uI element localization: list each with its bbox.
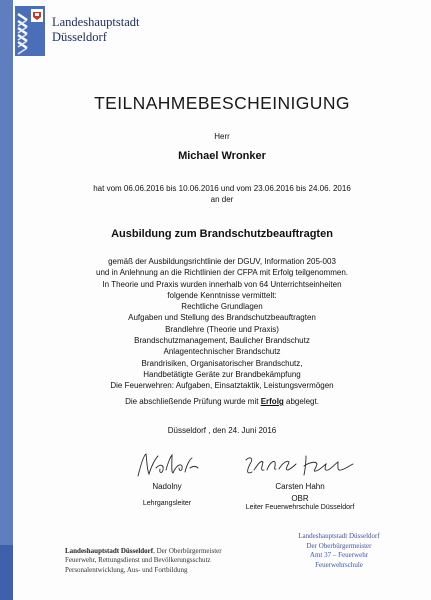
footer-line-1 xyxy=(65,547,222,556)
body-line: Anlagentechnischer Brandschutz xyxy=(163,347,281,357)
body-line: Aufgaben und Stellung des Brandschutzbeauftragten xyxy=(128,313,316,323)
official-stamp xyxy=(283,532,395,570)
body-line: gemäß der Ausbildungsrichtlinie der DGUV, Information 205-003 xyxy=(108,257,336,266)
signer-role-right: Leiter Feuerwehrschule Düsseldorf xyxy=(245,504,355,511)
body-line: Handbetätigte Geräte zur Brandbekämpfung xyxy=(143,369,301,379)
footer-line-2: Feuerwehr, Rettungsdienst und Bevölkerungsschutz xyxy=(65,556,211,565)
stamp-line: Der Oberbürgermeister xyxy=(306,541,372,550)
stamp-line: Amt 37 – Feuerwehr xyxy=(309,551,369,559)
result-prefix: Die abschließende Prüfung wurde mit xyxy=(125,397,261,406)
result-word: Erfolg xyxy=(260,397,284,406)
letterhead-footer xyxy=(65,547,222,575)
body-line: und in Anlehnung an die Richtlinien der CFPA mit Erfolg teilgenommen. xyxy=(96,268,348,278)
result-suffix: abgelegt. xyxy=(283,397,319,406)
signer-rank-right: OBR xyxy=(291,494,309,503)
org-line-1: Landeshauptstadt xyxy=(52,15,140,29)
org-wordmark xyxy=(52,15,139,45)
footer-line-3: Personalentwicklung, Aus- und Fortbildung xyxy=(65,565,188,574)
body-line: Brandschutzmanagement, Baulicher Brandschutz xyxy=(134,336,310,346)
body-line: Brandrisiken, Organisatorischer Brandschutz, xyxy=(141,358,303,368)
participant-name: Michael Wronker xyxy=(178,150,266,162)
certificate-title: TEILNAHMEBESCHEINIGUNG xyxy=(94,93,350,113)
salutation: Herr xyxy=(214,132,230,141)
signer-role-left: Lehrgangsleiter xyxy=(142,500,192,507)
place-and-date: Düsseldorf , den 24. Juni 2016 xyxy=(167,426,277,435)
stamp-line: Feuerwehrschule xyxy=(315,560,363,569)
signature-block-left xyxy=(112,450,222,507)
body-line: Brandlehre (Theorie und Praxis) xyxy=(165,324,279,334)
footer-line-1-rest: , Der Oberbürgermeister xyxy=(153,547,222,555)
sidebar-stripe-bottom xyxy=(0,545,13,600)
connector-text: an der xyxy=(210,195,234,204)
course-title: Ausbildung zum Brandschutzbeauftragten xyxy=(111,228,333,240)
city-coat-of-arms-logo xyxy=(15,6,45,56)
exam-result xyxy=(13,397,431,406)
body-line: folgende Kenntnisse vermittelt: xyxy=(167,290,277,300)
stamp-line: Landeshauptstadt Düsseldorf xyxy=(298,532,380,540)
signer-name-right: Carsten Hahn xyxy=(275,482,325,491)
body-line: Rechtliche Grundlagen xyxy=(181,302,263,312)
body-line: Die Feuerwehren: Aufgaben, Einsatztaktik, Leistungsvermögen xyxy=(110,381,334,391)
footer-org-name: Landeshauptstadt Düsseldorf xyxy=(65,547,154,555)
handwritten-signature-hahn xyxy=(240,450,360,480)
org-line-2: Düsseldorf xyxy=(52,30,107,44)
attendance-dates: hat vom 06.06.2016 bis 10.06.2016 und vom 23.06.2016 bis 24.06. 2016 xyxy=(93,184,351,193)
blue-sidebar-stripe xyxy=(0,0,13,600)
body-line: In Theorie und Praxis wurden innerhalb von 64 Unterrichtseinheiten xyxy=(102,279,342,289)
course-description xyxy=(13,256,431,392)
handwritten-signature-nadolny xyxy=(132,450,202,480)
signature-block-right xyxy=(210,450,390,511)
signer-name-left: Nadolny xyxy=(152,482,182,491)
